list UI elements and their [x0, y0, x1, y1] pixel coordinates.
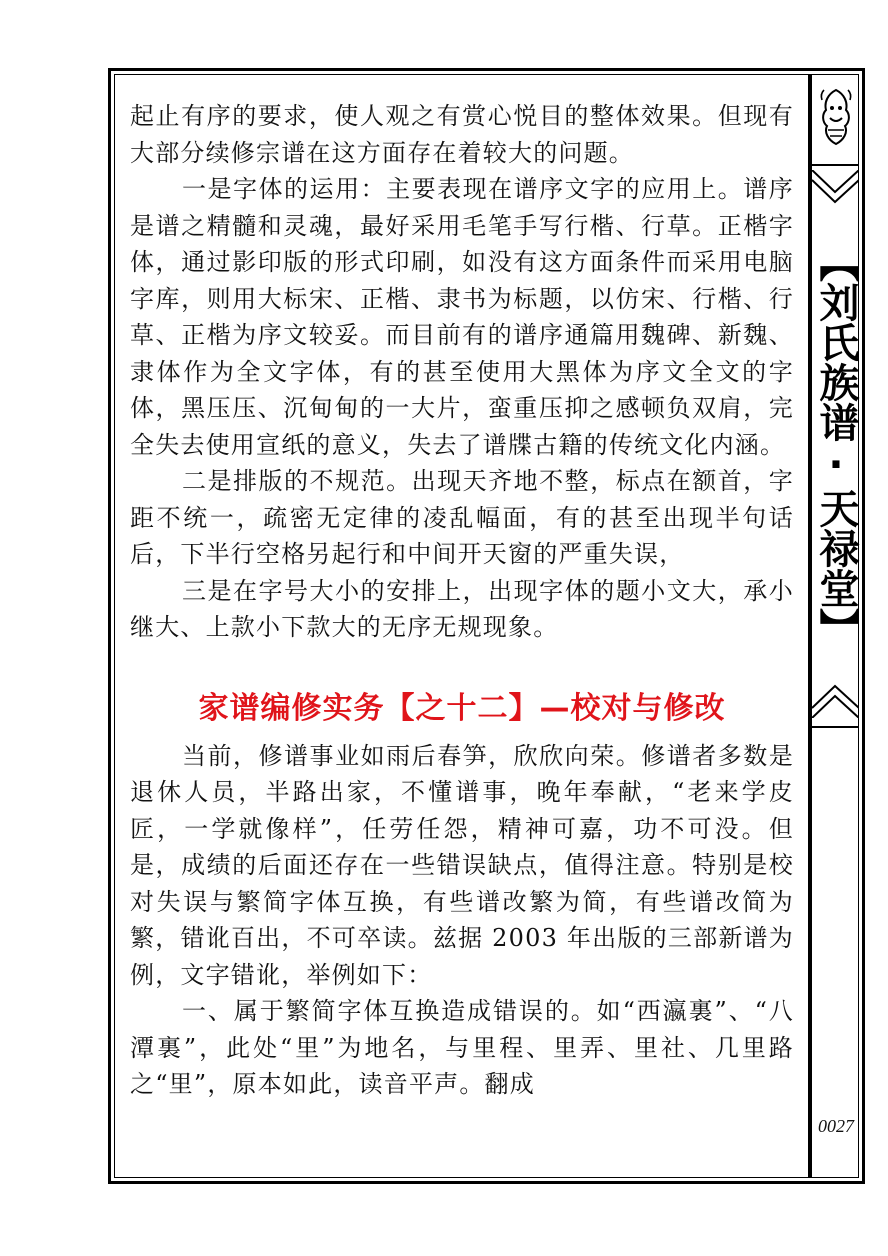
paragraph: 一、属于繁简字体互换造成错误的。如“西瀛裏”、“八潭裏”，此处“里”为地名，与里程、里弄、里社、几里路之“里”，原本如此，读音平声。翻成: [130, 997, 794, 1098]
paragraph: 当前，修谱事业如雨后春笋，欣欣向荣。修谱者多数是退休人员，半路出家，不懂谱事，晚年奉献，“老来学皮匠，一学就像样”，任劳任怨，精神可嘉，功不可没。但是，成绩的后面还存在一些错误缺点，值得注意。特别是校对失误与繁简字体互换，有些谱改繁为简，有些谱改简为繁，错讹百出，不可卒读。兹据 2003 年出版的三部新谱为例，文字错讹，举例如下：: [130, 741, 794, 989]
lion-ornament-icon: [818, 86, 854, 150]
section-heading: 家谱编修实务【之十二】—校对与修改: [198, 690, 726, 726]
paragraph: 二是排版的不规范。出现天齐地不整，标点在额首，字距不统一，疏密无定律的凌乱幅面，有的甚至出现半句话后，下半行空格另起行和中间开天窗的严重失误，: [130, 467, 794, 568]
sidebar: [812, 74, 859, 1178]
paragraph: 起止有序的要求，使人观之有赏心悦目的整体效果。但现有大部分续修宗谱在这方面存在着较大的问题。: [130, 102, 794, 167]
article-body: [130, 98, 794, 1103]
sidebar-rule-bottom: [812, 726, 859, 728]
sidebar-title: 【刘氏族谱·天禄堂】: [813, 242, 859, 648]
sidebar-title-panel: [812, 170, 859, 718]
sidebar-rule-top: [812, 164, 859, 166]
paragraph: 一是字体的运用：主要表现在谱序文字的应用上。谱序是谱之精髓和灵魂，最好采用毛笔手写行楷、行草。正楷字体，通过影印版的形式印刷，如没有这方面条件而采用电脑字库，则用大标宋、正楷、隶书为标题，以仿宋、行楷、行草、正楷为序文较妥。而目前有的谱序通篇用魏碑、新魏、隶体作为全文字体，有的甚至使用大黑体为序文全文的字体，黑压压、沉甸甸的一大片，蛮重压抑之感顿负双肩，完全失去使用宣纸的意义，失去了谱牒古籍的传统文化内涵。: [130, 175, 794, 459]
paragraph: 三是在字号大小的安排上，出现字体的题小文大，承小继大、上款小下款大的无序无规现象。: [130, 576, 794, 641]
page-number: 0027: [818, 1116, 854, 1136]
